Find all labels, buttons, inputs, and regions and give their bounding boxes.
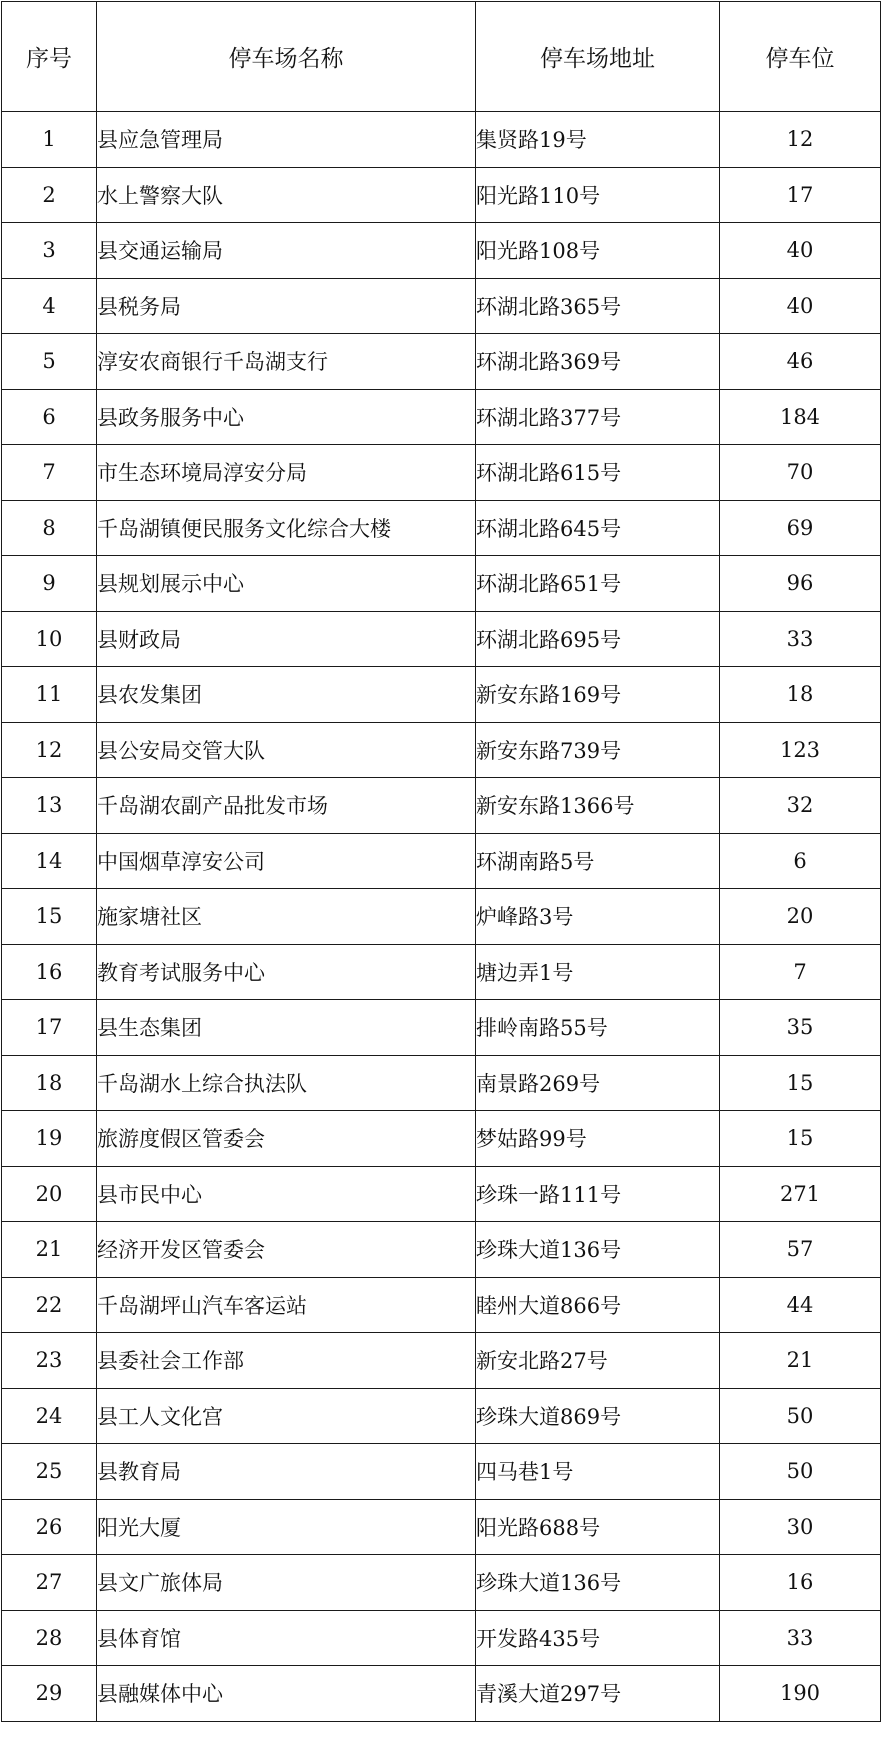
cell-parking-lot-address: 阳光路108号 [476, 223, 720, 279]
cell-parking-lot-address: 环湖北路377号 [476, 389, 720, 445]
table-row [2, 556, 881, 612]
header-serial-number: 序号 [2, 2, 97, 112]
cell-parking-spaces: 17 [720, 167, 881, 223]
cell-serial-number: 28 [2, 1610, 97, 1666]
cell-parking-lot-name: 县生态集团 [97, 1000, 476, 1056]
cell-parking-lot-name: 千岛湖镇便民服务文化综合大楼 [97, 500, 476, 556]
cell-parking-lot-address: 南景路269号 [476, 1055, 720, 1111]
cell-serial-number: 6 [2, 389, 97, 445]
cell-parking-lot-address: 炉峰路3号 [476, 889, 720, 945]
table-row [2, 1499, 881, 1555]
cell-parking-spaces: 15 [720, 1111, 881, 1167]
cell-parking-lot-address: 环湖北路651号 [476, 556, 720, 612]
table-header [2, 2, 881, 112]
cell-parking-lot-address: 新安东路169号 [476, 667, 720, 723]
cell-parking-lot-address: 珍珠大道869号 [476, 1388, 720, 1444]
cell-parking-lot-name: 县公安局交管大队 [97, 722, 476, 778]
cell-parking-spaces: 69 [720, 500, 881, 556]
cell-parking-spaces: 18 [720, 667, 881, 723]
table-row [2, 334, 881, 390]
cell-parking-spaces: 20 [720, 889, 881, 945]
table-row [2, 1388, 881, 1444]
table-row [2, 1222, 881, 1278]
cell-serial-number: 7 [2, 445, 97, 501]
header-parking-lot-name: 停车场名称 [97, 2, 476, 112]
cell-parking-lot-address: 睦州大道866号 [476, 1277, 720, 1333]
cell-serial-number: 27 [2, 1555, 97, 1611]
cell-parking-lot-address: 环湖南路5号 [476, 833, 720, 889]
cell-parking-spaces: 33 [720, 611, 881, 667]
cell-parking-spaces: 57 [720, 1222, 881, 1278]
cell-parking-lot-name: 千岛湖农副产品批发市场 [97, 778, 476, 834]
cell-parking-lot-address: 珍珠大道136号 [476, 1222, 720, 1278]
cell-parking-spaces: 12 [720, 112, 881, 168]
table-row [2, 389, 881, 445]
cell-parking-lot-address: 环湖北路365号 [476, 278, 720, 334]
cell-parking-spaces: 33 [720, 1610, 881, 1666]
cell-parking-lot-name: 施家塘社区 [97, 889, 476, 945]
cell-parking-spaces: 40 [720, 278, 881, 334]
cell-parking-lot-name: 县农发集团 [97, 667, 476, 723]
cell-parking-lot-name: 淳安农商银行千岛湖支行 [97, 334, 476, 390]
table-row [2, 611, 881, 667]
cell-parking-lot-name: 县政务服务中心 [97, 389, 476, 445]
cell-serial-number: 18 [2, 1055, 97, 1111]
table-row [2, 445, 881, 501]
cell-parking-lot-address: 阳光路688号 [476, 1499, 720, 1555]
table-row [2, 112, 881, 168]
cell-parking-lot-name: 县文广旅体局 [97, 1555, 476, 1611]
table-row [2, 722, 881, 778]
cell-parking-lot-address: 环湖北路615号 [476, 445, 720, 501]
cell-parking-lot-address: 青溪大道297号 [476, 1666, 720, 1722]
table-row [2, 1666, 881, 1722]
cell-parking-spaces: 70 [720, 445, 881, 501]
cell-parking-lot-name: 市生态环境局淳安分局 [97, 445, 476, 501]
cell-serial-number: 13 [2, 778, 97, 834]
cell-parking-lot-address: 梦姑路99号 [476, 1111, 720, 1167]
table-row [2, 778, 881, 834]
cell-serial-number: 17 [2, 1000, 97, 1056]
cell-parking-lot-address: 新安东路1366号 [476, 778, 720, 834]
cell-serial-number: 4 [2, 278, 97, 334]
cell-serial-number: 11 [2, 667, 97, 723]
cell-parking-spaces: 96 [720, 556, 881, 612]
cell-parking-lot-address: 四马巷1号 [476, 1444, 720, 1500]
cell-serial-number: 21 [2, 1222, 97, 1278]
cell-parking-lot-name: 县委社会工作部 [97, 1333, 476, 1389]
cell-serial-number: 24 [2, 1388, 97, 1444]
cell-parking-spaces: 271 [720, 1166, 881, 1222]
cell-serial-number: 8 [2, 500, 97, 556]
cell-serial-number: 15 [2, 889, 97, 945]
cell-serial-number: 12 [2, 722, 97, 778]
cell-parking-lot-name: 县财政局 [97, 611, 476, 667]
cell-parking-lot-name: 县教育局 [97, 1444, 476, 1500]
cell-parking-lot-address: 阳光路110号 [476, 167, 720, 223]
table-body [2, 112, 881, 1722]
cell-parking-spaces: 7 [720, 944, 881, 1000]
cell-parking-lot-address: 新安东路739号 [476, 722, 720, 778]
cell-parking-lot-name: 教育考试服务中心 [97, 944, 476, 1000]
cell-parking-lot-name: 千岛湖水上综合执法队 [97, 1055, 476, 1111]
cell-parking-spaces: 6 [720, 833, 881, 889]
cell-parking-lot-address: 排岭南路55号 [476, 1000, 720, 1056]
header-row [2, 2, 881, 112]
table-row [2, 1277, 881, 1333]
cell-parking-lot-name: 县市民中心 [97, 1166, 476, 1222]
table-row [2, 1055, 881, 1111]
cell-parking-lot-name: 县应急管理局 [97, 112, 476, 168]
parking-lot-table [1, 1, 881, 1722]
cell-parking-lot-address: 环湖北路695号 [476, 611, 720, 667]
cell-parking-lot-address: 塘边弄1号 [476, 944, 720, 1000]
cell-serial-number: 14 [2, 833, 97, 889]
cell-parking-spaces: 50 [720, 1444, 881, 1500]
cell-parking-spaces: 46 [720, 334, 881, 390]
table-row [2, 1610, 881, 1666]
cell-parking-lot-name: 县工人文化宫 [97, 1388, 476, 1444]
cell-serial-number: 5 [2, 334, 97, 390]
cell-serial-number: 19 [2, 1111, 97, 1167]
cell-parking-lot-name: 县体育馆 [97, 1610, 476, 1666]
cell-serial-number: 1 [2, 112, 97, 168]
cell-serial-number: 23 [2, 1333, 97, 1389]
cell-parking-spaces: 35 [720, 1000, 881, 1056]
cell-parking-lot-address: 环湖北路645号 [476, 500, 720, 556]
header-parking-lot-address: 停车场地址 [476, 2, 720, 112]
header-parking-spaces: 停车位 [720, 2, 881, 112]
cell-parking-spaces: 16 [720, 1555, 881, 1611]
table-row [2, 1333, 881, 1389]
cell-parking-spaces: 50 [720, 1388, 881, 1444]
cell-parking-lot-name: 水上警察大队 [97, 167, 476, 223]
cell-parking-lot-address: 新安北路27号 [476, 1333, 720, 1389]
cell-parking-spaces: 123 [720, 722, 881, 778]
table-row [2, 278, 881, 334]
cell-serial-number: 2 [2, 167, 97, 223]
cell-parking-spaces: 44 [720, 1277, 881, 1333]
cell-serial-number: 9 [2, 556, 97, 612]
cell-serial-number: 20 [2, 1166, 97, 1222]
cell-parking-lot-address: 开发路435号 [476, 1610, 720, 1666]
cell-parking-spaces: 40 [720, 223, 881, 279]
cell-parking-spaces: 32 [720, 778, 881, 834]
cell-parking-spaces: 15 [720, 1055, 881, 1111]
table-row [2, 667, 881, 723]
cell-parking-lot-address: 环湖北路369号 [476, 334, 720, 390]
cell-parking-spaces: 184 [720, 389, 881, 445]
table-row [2, 889, 881, 945]
cell-parking-lot-name: 县融媒体中心 [97, 1666, 476, 1722]
table-row [2, 1166, 881, 1222]
cell-parking-lot-address: 集贤路19号 [476, 112, 720, 168]
cell-parking-lot-name: 县税务局 [97, 278, 476, 334]
cell-serial-number: 25 [2, 1444, 97, 1500]
cell-parking-lot-address: 珍珠大道136号 [476, 1555, 720, 1611]
table-row [2, 1444, 881, 1500]
cell-parking-lot-name: 阳光大厦 [97, 1499, 476, 1555]
table-row [2, 500, 881, 556]
cell-serial-number: 26 [2, 1499, 97, 1555]
table-row [2, 167, 881, 223]
cell-parking-lot-name: 中国烟草淳安公司 [97, 833, 476, 889]
table-row [2, 1555, 881, 1611]
table-row [2, 944, 881, 1000]
cell-parking-spaces: 30 [720, 1499, 881, 1555]
cell-serial-number: 3 [2, 223, 97, 279]
table-row [2, 1000, 881, 1056]
cell-parking-lot-name: 县规划展示中心 [97, 556, 476, 612]
cell-parking-lot-name: 经济开发区管委会 [97, 1222, 476, 1278]
cell-parking-lot-name: 千岛湖坪山汽车客运站 [97, 1277, 476, 1333]
cell-serial-number: 22 [2, 1277, 97, 1333]
cell-serial-number: 29 [2, 1666, 97, 1722]
cell-parking-lot-address: 珍珠一路111号 [476, 1166, 720, 1222]
cell-serial-number: 16 [2, 944, 97, 1000]
table-row [2, 833, 881, 889]
cell-parking-spaces: 190 [720, 1666, 881, 1722]
table-row [2, 1111, 881, 1167]
cell-serial-number: 10 [2, 611, 97, 667]
table-row [2, 223, 881, 279]
cell-parking-lot-name: 旅游度假区管委会 [97, 1111, 476, 1167]
cell-parking-spaces: 21 [720, 1333, 881, 1389]
cell-parking-lot-name: 县交通运输局 [97, 223, 476, 279]
